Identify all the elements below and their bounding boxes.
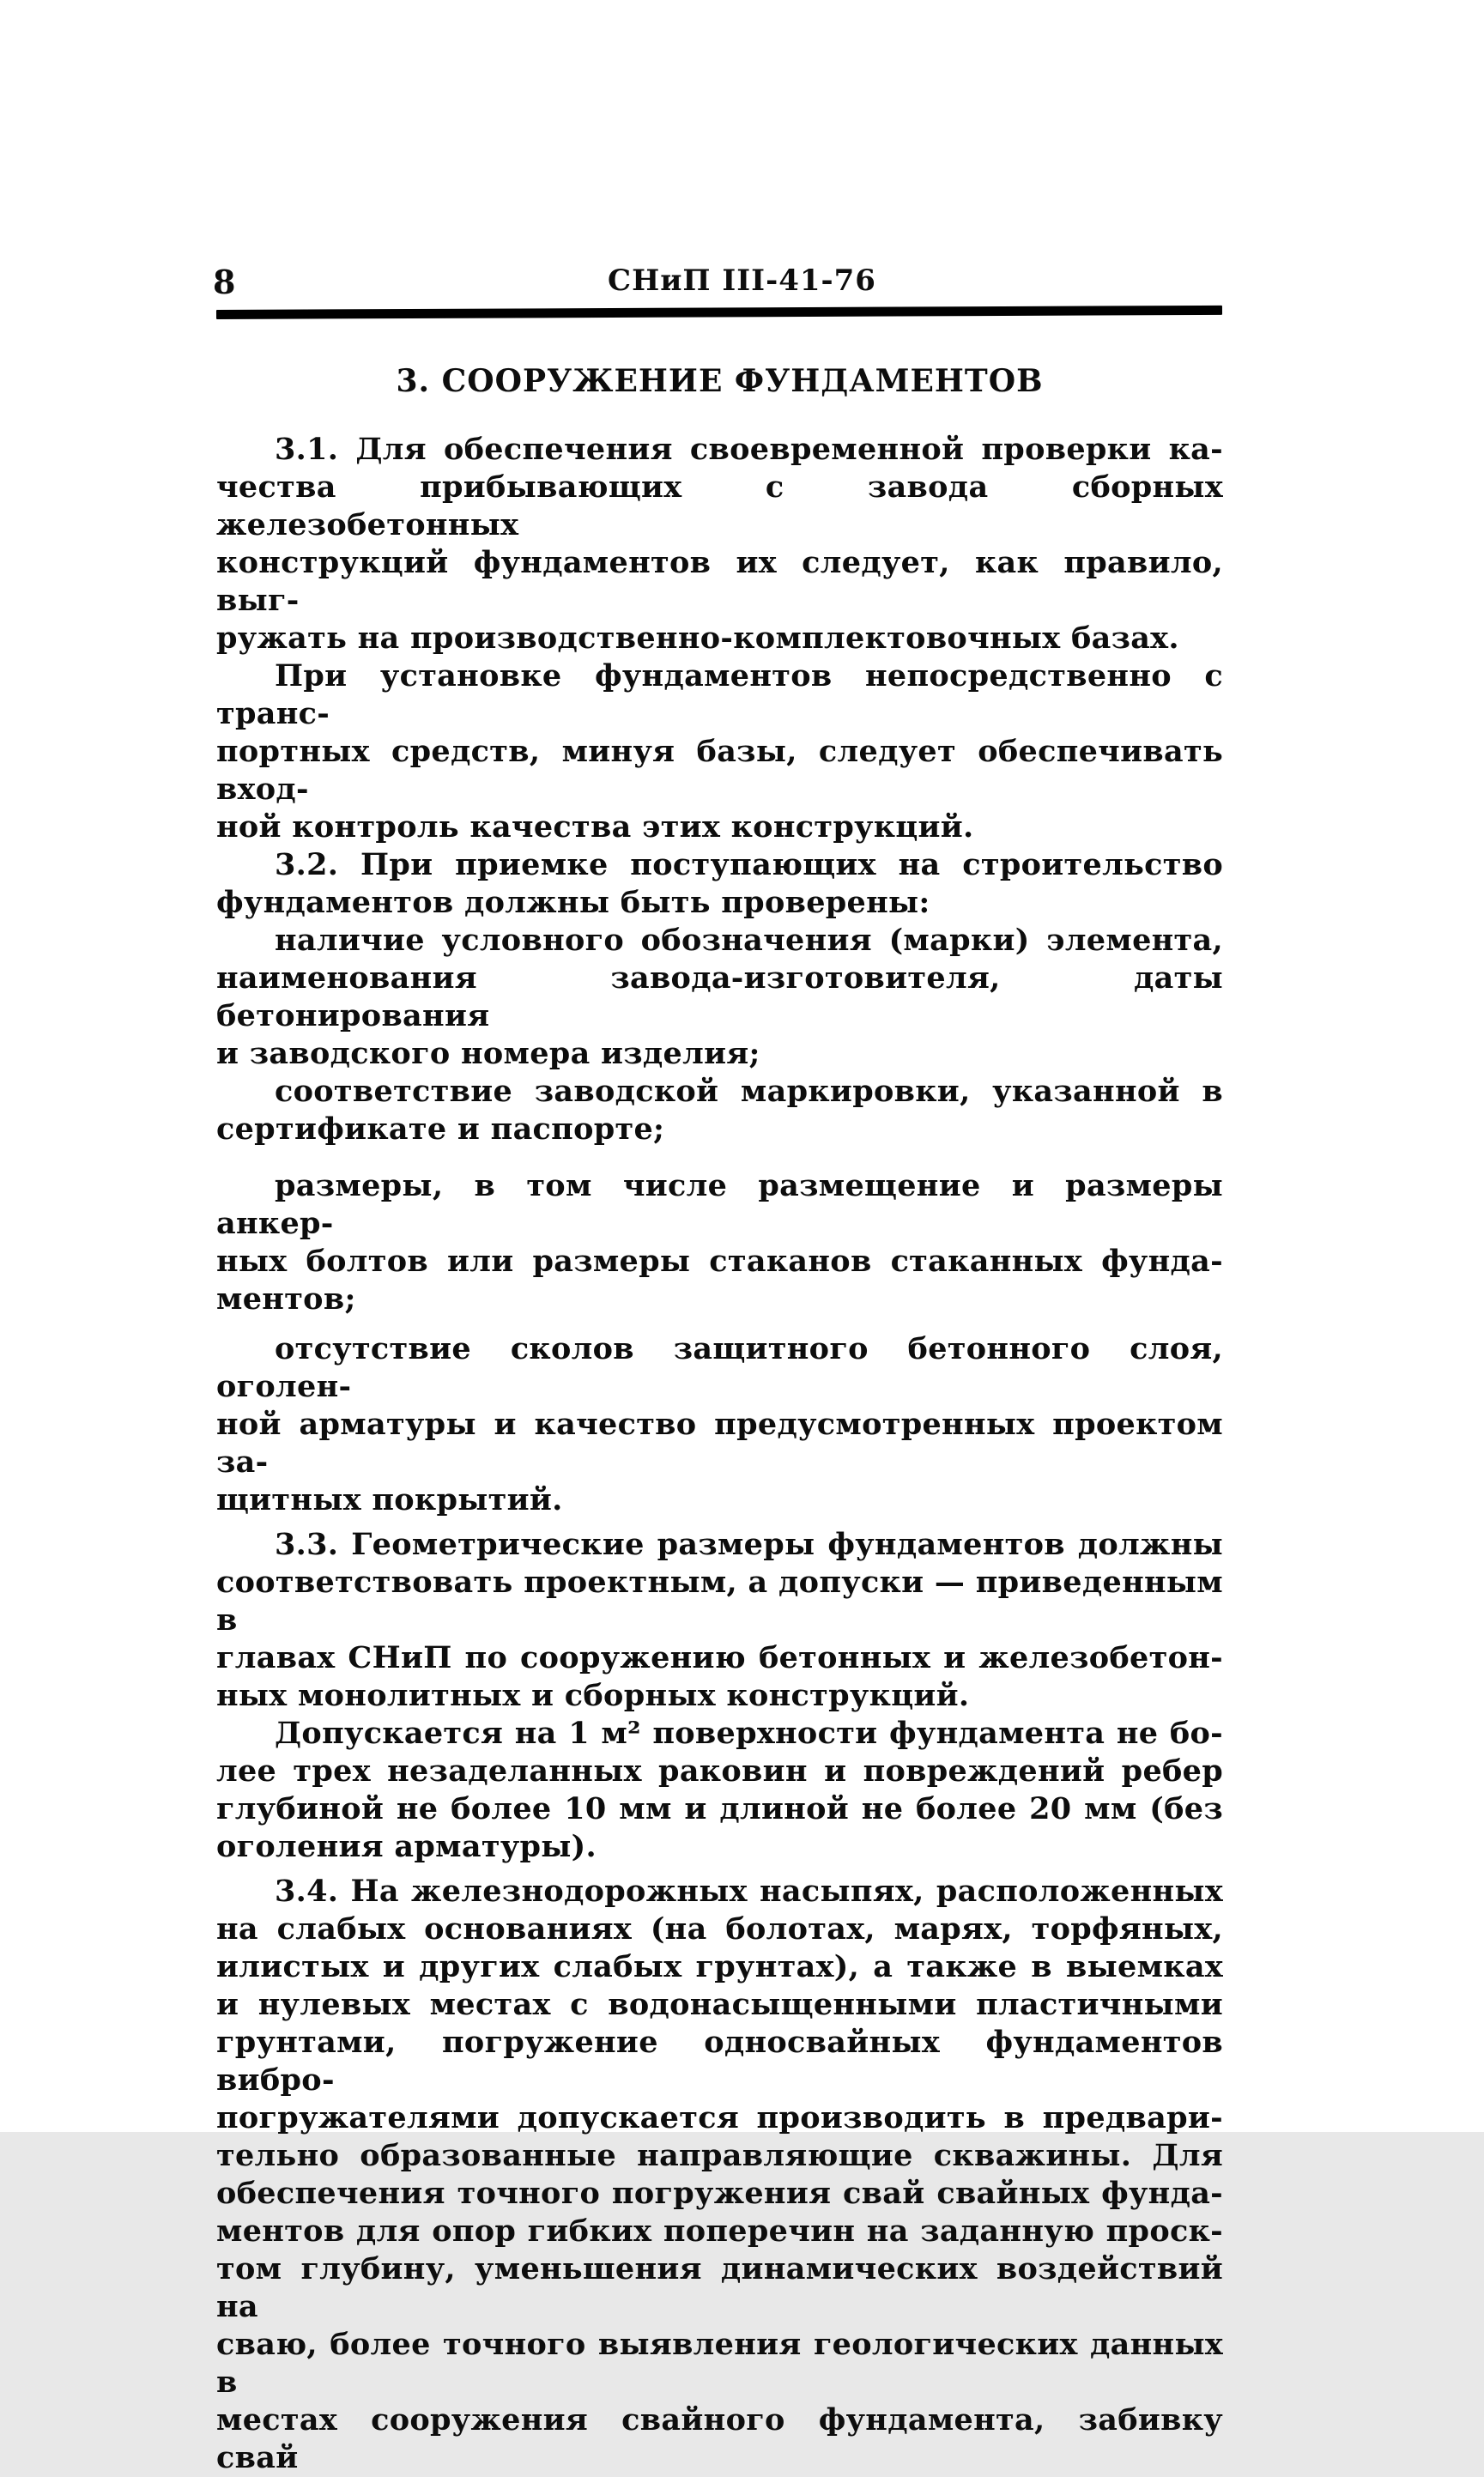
- header-rule-divider: [216, 306, 1222, 319]
- text-line: главах СНиП по сооружению бетонных и железобетон-: [216, 1640, 1223, 1675]
- paragraph: [216, 1873, 1223, 2477]
- text-line: ных болтов или размеры стаканов стаканных фунда-: [216, 1244, 1223, 1279]
- text-line: ной арматуры и качество предусмотренных проектом за-: [216, 1407, 1223, 1480]
- text-line: тельно образованные направляющие скважины. Для: [216, 2138, 1223, 2173]
- section-title: 3. СООРУЖЕНИЕ ФУНДАМЕНТОВ: [396, 363, 1044, 399]
- text-line: ных монолитных и сборных конструкций.: [216, 1678, 970, 1713]
- text-line: наименования завода-изготовителя, даты бетонирования: [216, 960, 1223, 1033]
- text-line: обеспечения точного погружения свай свайных фунда-: [216, 2176, 1223, 2211]
- text-line: сваю, более точного выявления геологических данных в: [216, 2327, 1223, 2400]
- paragraph: [216, 922, 1223, 1073]
- text-line: погружателями допускается производить в предвари-: [216, 2100, 1223, 2135]
- text-line: чества прибывающих с завода сборных железобетонных: [216, 469, 1223, 542]
- paragraph: [216, 1073, 1223, 1148]
- paragraph: [216, 1167, 1223, 1318]
- text-line: соответствие заводской маркировки, указанной в: [275, 1074, 1223, 1109]
- text-line: и заводского номера изделия;: [216, 1036, 760, 1071]
- text-line: сертификате и паспорте;: [216, 1111, 665, 1147]
- body-paragraphs: [216, 431, 1223, 2477]
- text-line: ружать на производственно-комплектовочных базах.: [216, 621, 1179, 656]
- text-line: местах сооружения свайного фундамента, забивку свай: [216, 2402, 1223, 2475]
- text-line: и нулевых местах с водонасыщенными пластичными: [216, 1987, 1223, 2022]
- text-line: фундаментов должны быть проверены:: [216, 885, 930, 920]
- paragraph: [216, 1330, 1223, 1519]
- text-line: глубиной не более 10 мм и длиной не более 20 мм (без: [216, 1791, 1223, 1826]
- running-header-title: СНиП III-41-76: [608, 263, 876, 298]
- paragraph: [216, 1715, 1223, 1866]
- text-line: Допускается на 1 м² поверхности фундамента не бо-: [275, 1716, 1223, 1751]
- text-line: илистых и других слабых грунтах), а также в выемках: [216, 1949, 1223, 1984]
- text-line: ной контроль качества этих конструкций.: [216, 809, 974, 845]
- text-line: отсутствие сколов защитного бетонного слоя, оголен-: [216, 1331, 1223, 1404]
- text-line: 3.1. Для обеспечения своевременной проверки ка-: [275, 432, 1223, 467]
- page-number: 8: [213, 263, 236, 301]
- text-line: 3.3. Геометрические размеры фундаментов должны: [275, 1527, 1223, 1562]
- text-line: При установке фундаментов непосредственно с транс-: [216, 658, 1223, 731]
- paragraph: [216, 1526, 1223, 1715]
- text-line: том глубину, уменьшения динамических воздействий на: [216, 2251, 1223, 2324]
- text-line: ментов;: [216, 1281, 356, 1317]
- text-line: конструкций фундаментов их следует, как правило, выг-: [216, 545, 1223, 618]
- text-line: 3.4. На железнодорожных насыпях, расположенных: [275, 1874, 1223, 1909]
- text-line: портных средств, минуя базы, следует обеспечивать вход-: [216, 734, 1223, 807]
- text-line: 3.2. При приемке поступающих на строительство: [275, 847, 1223, 882]
- text-line: размеры, в том числе размещение и размеры анкер-: [216, 1168, 1223, 1241]
- text-line: соответствовать проектным, а допуски — приведенным в: [216, 1565, 1223, 1638]
- paragraph: [216, 431, 1223, 657]
- text-line: на слабых основаниях (на болотах, марях, торфяных,: [216, 1911, 1223, 1947]
- text-line: грунтами, погружение односвайных фундаментов вибро-: [216, 2025, 1223, 2098]
- text-line: оголения арматуры).: [216, 1829, 597, 1864]
- text-line: наличие условного обозначения (марки) элемента,: [275, 923, 1223, 958]
- text-line: лее трех незаделанных раковин и повреждений ребер: [216, 1753, 1223, 1789]
- page-body: [216, 364, 1223, 2477]
- text-line: ментов для опор гибких поперечин на заданную проск-: [216, 2214, 1223, 2249]
- paragraph: [216, 657, 1223, 846]
- paragraph: [216, 846, 1223, 922]
- text-line: щитных покрытий.: [216, 1482, 563, 1517]
